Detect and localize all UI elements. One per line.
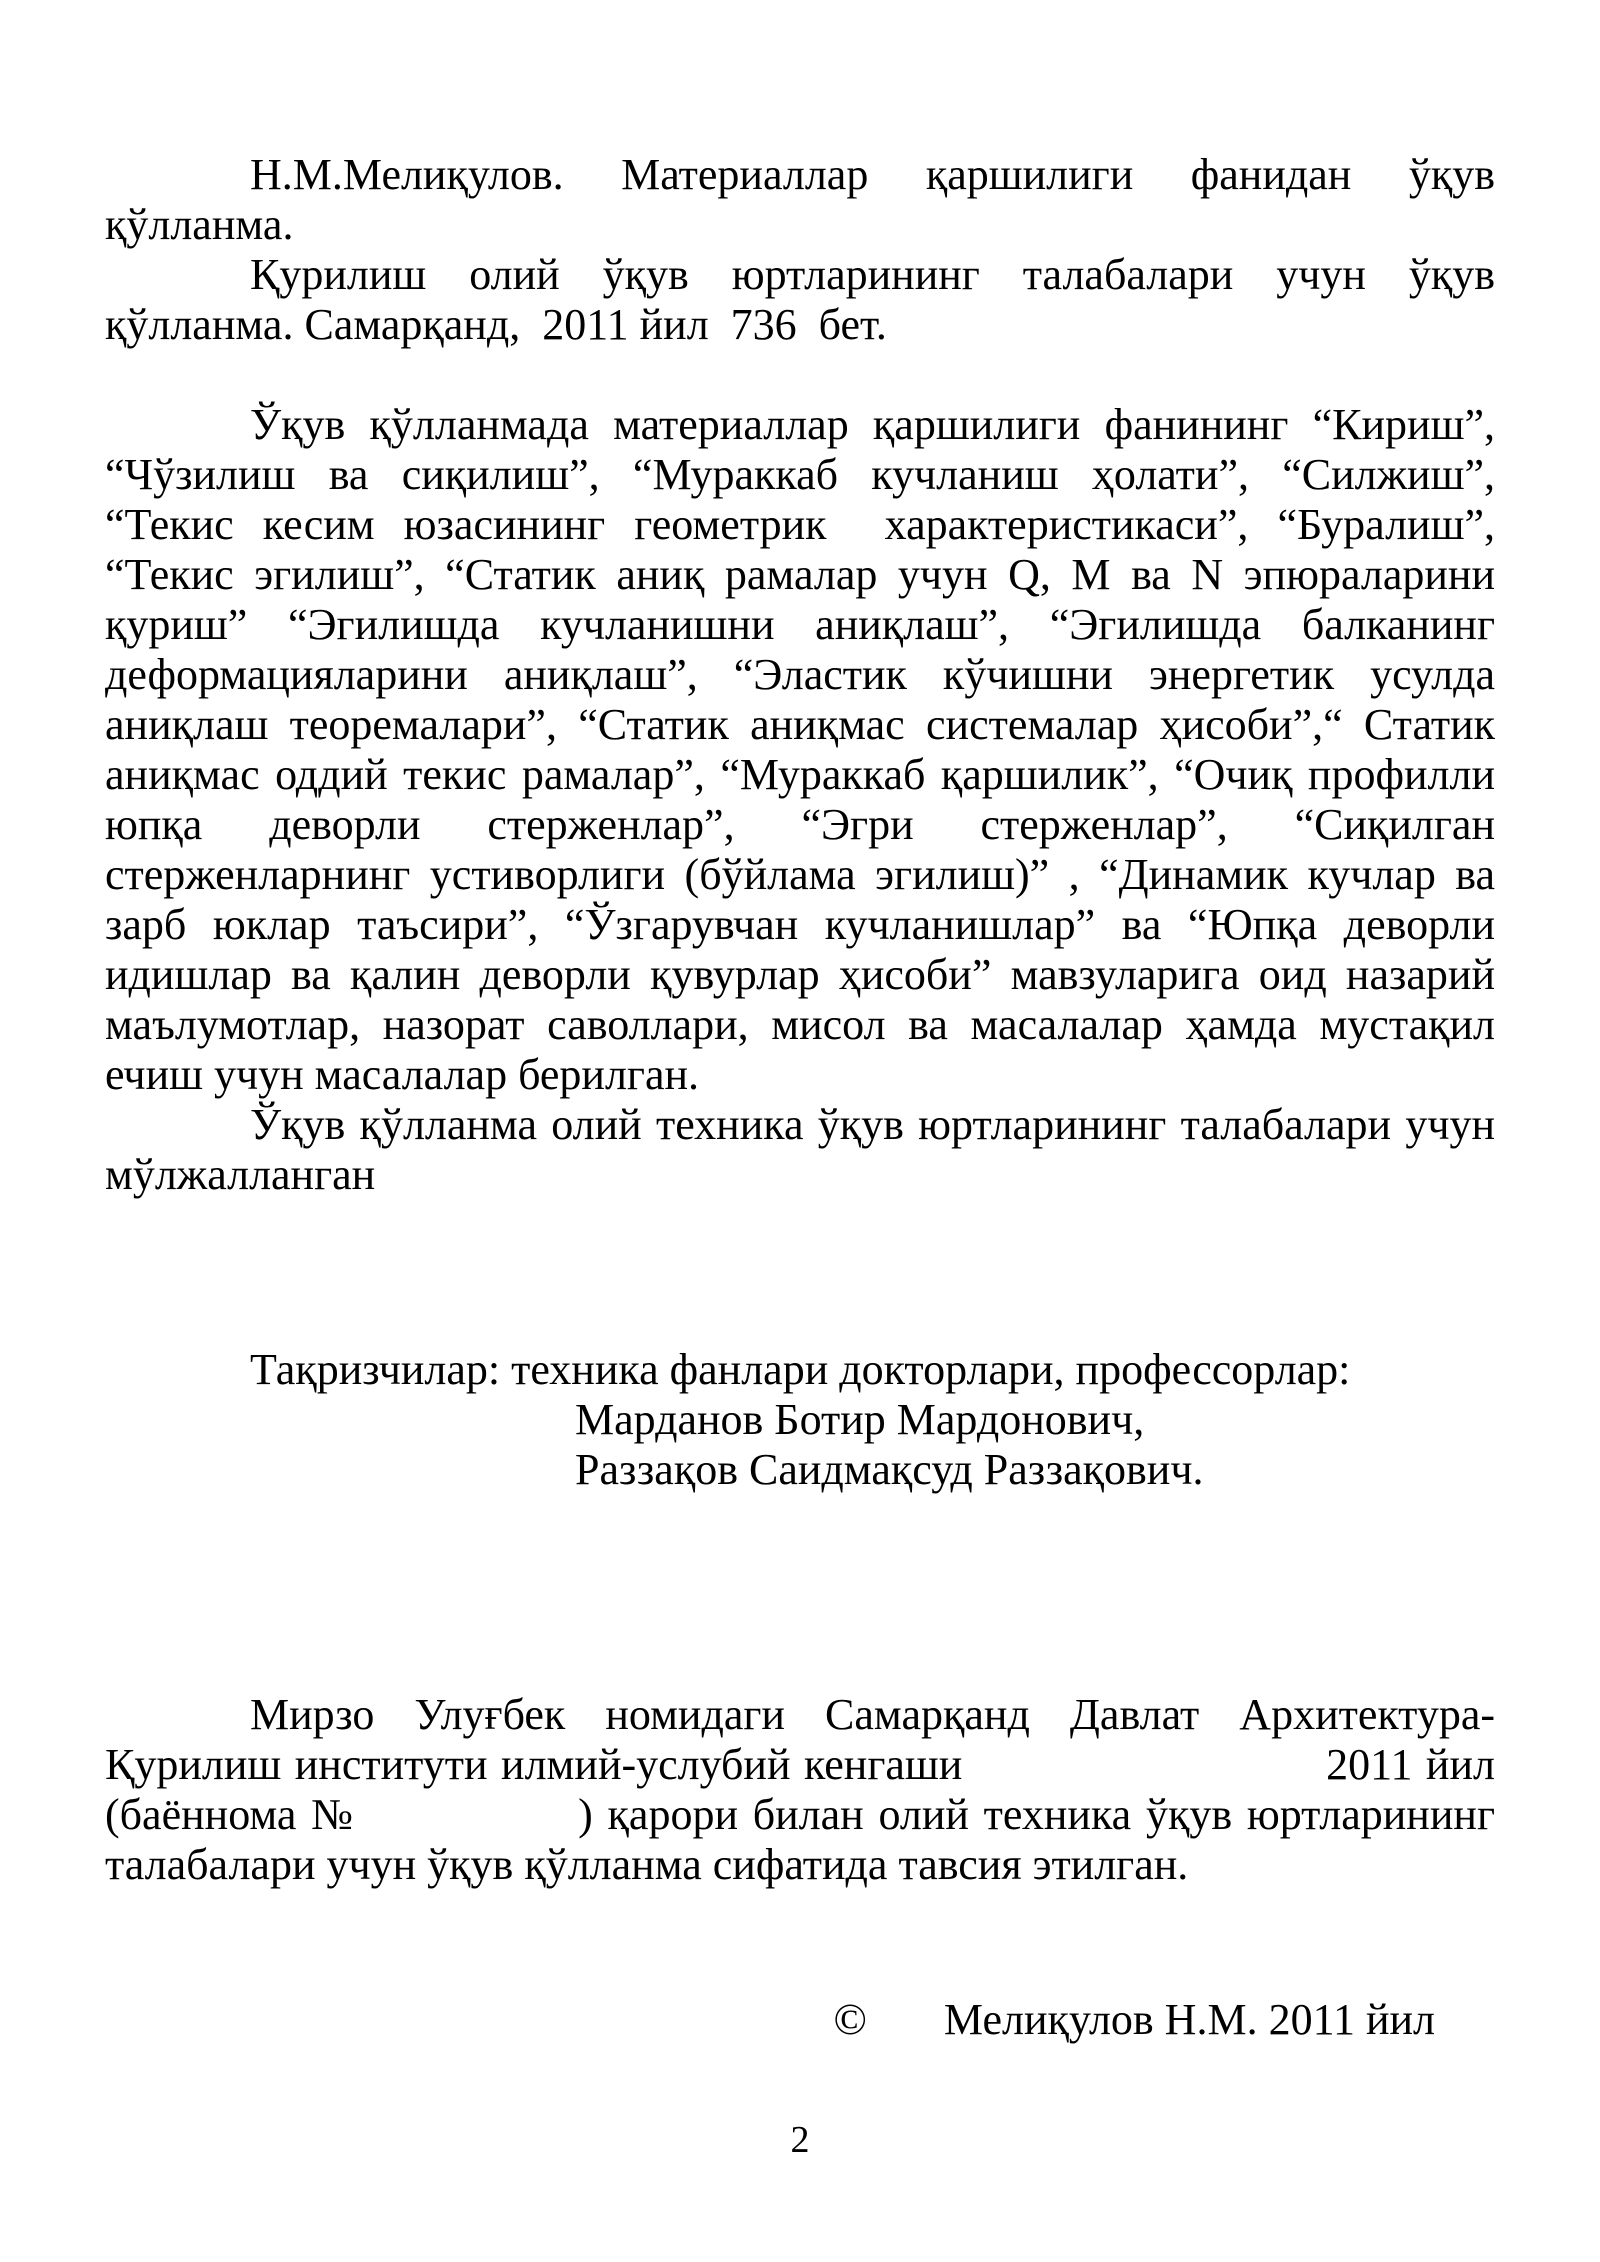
reviewers-heading: Тақризчилар: техника фанлари докторлари, профессорлар: — [250, 1345, 1351, 1394]
page-number: 2 — [790, 2119, 810, 2161]
annotation-paragraph-1: Ўқув қўлланмада материаллар қаршилиги фанининг “Кириш”, “Чўзилиш ва сиқилиш”, “Мураккаб кучланиш ҳолати”, “Силжиш”, “Текис кесим юзасининг геометрик характеристикаси”, “Буралиш”, “Текис эгилиш”, “Статик аниқ рамалар учун Q, М ва N эпюраларини қуриш” “Эгилишда кучланишни аниқлаш”, “Эгилишда балканинг деформацияларини аниқлаш”, “Эластик кўчишни энергетик усулда аниқлаш теоремалари”, “Статик аниқмас системалар ҳисоби”,“ Статик аниқмас оддий текис рамалар”, “Мураккаб қаршилик”, “Очиқ профилли юпқа деворли стерженлар”, “Эгри стерженлар”, “Сиқилган стерженларнинг устиворлиги (бўйлама эгилиш)” , “Динамик кучлар ва зарб юклар таъсири”, “Ўзгарувчан кучланишлар” ва “Юпқа деворли идишлар ва қалин деворли қувурлар ҳисоби” мавзуларига оид назарий маълумотлар, назорат саволлари, мисол ва масалалар ҳамда мустақил ечиш учун масалалар берилган. — [105, 400, 1495, 1099]
annotation-paragraph-2: Ўқув қўлланма олий техника ўқув юртларининг талабалари учун мўлжалланган — [105, 1100, 1495, 1199]
bibliography-paragraph-1: Н.М.Мелиқулов. Материаллар қаршилиги фанидан ўқув қўлланма. — [105, 150, 1495, 249]
reviewer-name-1: Марданов Ботир Мардонович, — [575, 1395, 1145, 1444]
page-content — [105, 150, 1495, 2045]
copyright-line: © Мелиқулов Н.М. 2011 йил — [833, 1995, 1435, 2044]
approval-paragraph: Мирзо Улуғбек номидаги Самарқанд Давлат Архитектура-Қурилиш институти илмий-услубий кенгаши 2011 йил (баённома № ) қарори билан олий техника ўқув юртларининг талабалари учун ўқув қўлланма сифатида тавсия этилган. — [105, 1690, 1495, 1889]
bibliography-paragraph-2: Қурилиш олий ўқув юртларининг талабалари учун ўқув қўлланма. Самарқанд, 2011 йил 736 бет. — [105, 250, 1495, 349]
reviewer-name-2: Раззақов Саидмақсуд Раззақович. — [575, 1445, 1204, 1494]
reviewers-block — [105, 1345, 1495, 1495]
